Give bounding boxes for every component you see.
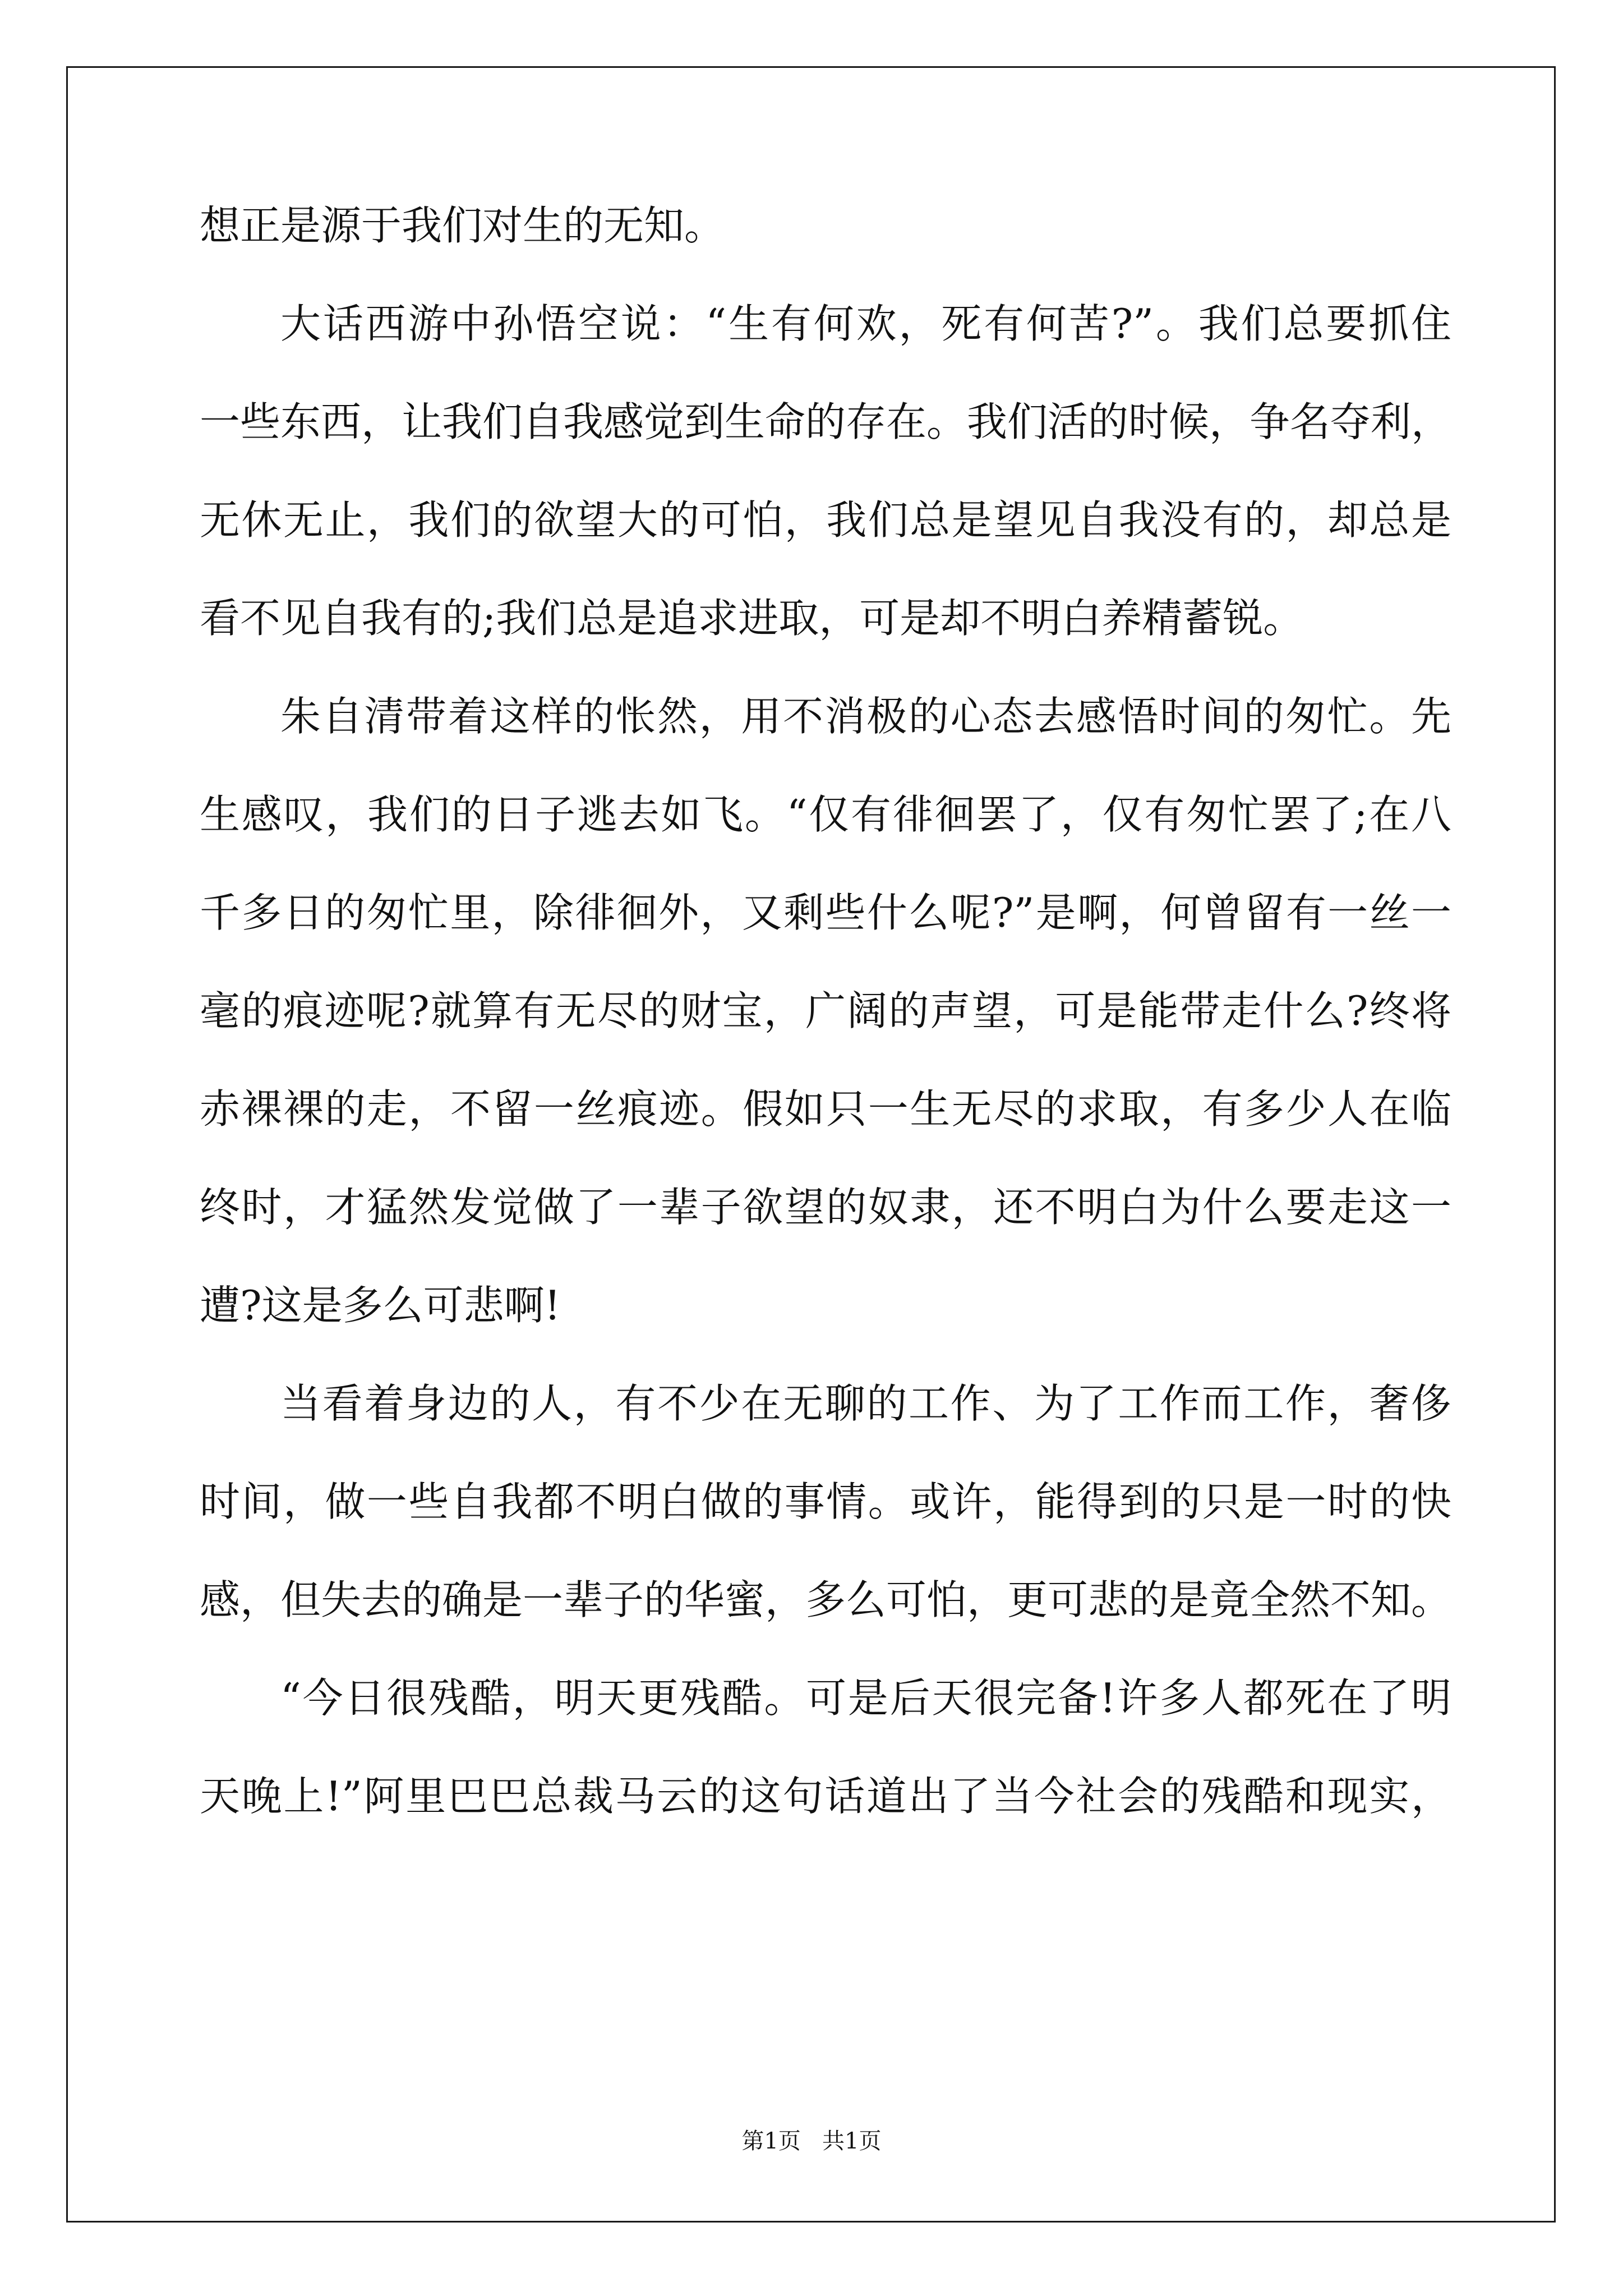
text-line: 时间，做一些自我都不明白做的事情。或许，能得到的只是一时的快 bbox=[200, 1478, 1451, 1525]
text-line: 一些东西，让我们自我感觉到生命的存在。我们活的时候，争名夺利， bbox=[200, 398, 1452, 445]
text-line: 终时，才猛然发觉做了一辈子欲望的奴隶，还不明白为什么要走这一 bbox=[200, 1184, 1451, 1231]
paragraph-first-line: 朱自清带着这样的怅然，用不消极的心态去感悟时间的匆忙。先 bbox=[280, 693, 1451, 740]
text-line: 遭?这是多么可悲啊! bbox=[200, 1282, 561, 1329]
document-body bbox=[200, 201, 1451, 1870]
text-line: 毫的痕迹呢?就算有无尽的财宝，广阔的声望，可是能带走什么?终将 bbox=[200, 987, 1451, 1034]
text-line: 无休无止，我们的欲望大的可怕，我们总是望见自我没有的，却总是 bbox=[200, 496, 1451, 544]
text-line: 生感叹，我们的日子逃去如飞。“仅有徘徊罢了，仅有匆忙罢了;在八 bbox=[200, 791, 1451, 838]
text-line: 想正是源于我们对生的无知。 bbox=[200, 202, 725, 249]
paragraph-first-line: 大话西游中孙悟空说：“生有何欢，死有何苦?”。我们总要抓住 bbox=[280, 300, 1451, 347]
text-line: 天晚上!”阿里巴巴总裁马云的这句话道出了当今社会的残酷和现实， bbox=[200, 1773, 1451, 1820]
text-line: 赤裸裸的走，不留一丝痕迹。假如只一生无尽的求取，有多少人在临 bbox=[200, 1085, 1451, 1133]
paragraph-first-line: 当看着身边的人，有不少在无聊的工作、为了工作而工作，奢侈 bbox=[280, 1380, 1451, 1427]
paragraph-first-line: “今日很残酷，明天更残酷。可是后天很完备!许多人都死在了明 bbox=[280, 1674, 1451, 1722]
text-line: 千多日的匆忙里，除徘徊外，又剩些什么呢?”是啊，何曾留有一丝一 bbox=[200, 889, 1451, 936]
page-footer: 第1页 共1页 bbox=[741, 2128, 882, 2154]
text-line: 感，但失去的确是一辈子的华蜜，多么可怕，更可悲的是竟全然不知。 bbox=[200, 1576, 1452, 1623]
text-line: 看不见自我有的;我们总是追求进取，可是却不明白养精蓄锐。 bbox=[200, 595, 1304, 642]
